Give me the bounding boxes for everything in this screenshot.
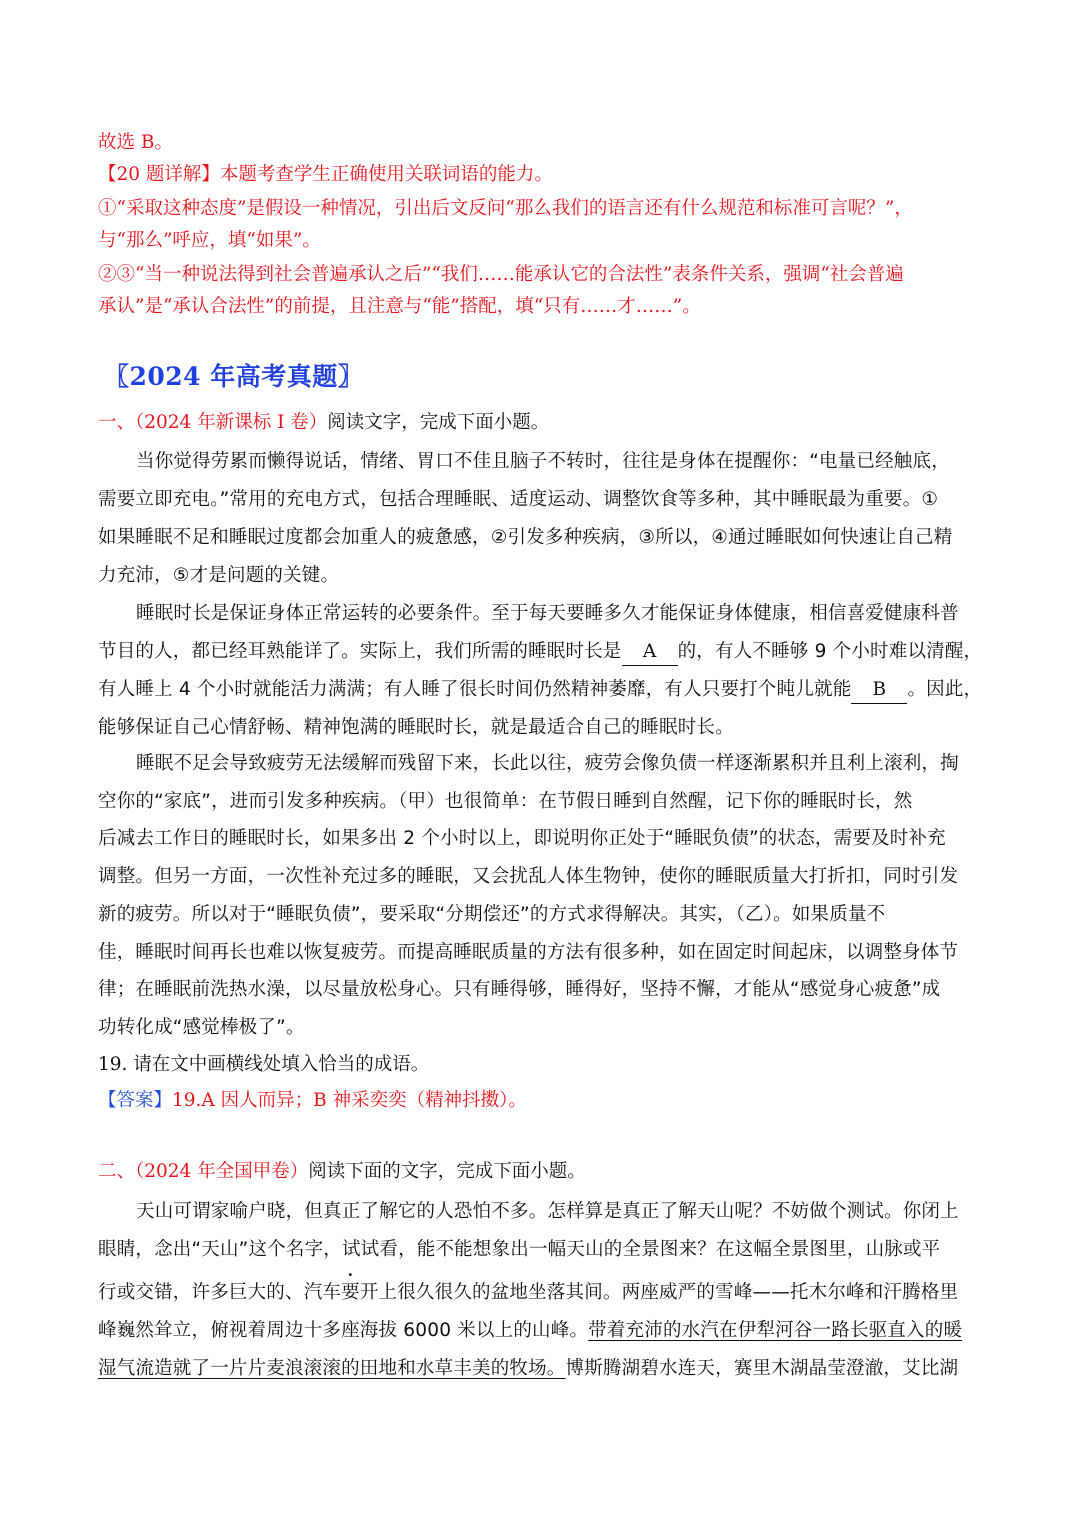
blank-b: B (851, 677, 907, 704)
q2-passage-line (98, 1280, 958, 1306)
q1-passage-line: 律；在睡眠前洗热水澡，以尽量放松身心。只有睡得够，睡得好，坚持不懈，才能从“感觉身心疲惫”成 (98, 979, 941, 1000)
conclusion-line: 故选 B。 (98, 132, 173, 153)
blank-a: A (622, 639, 678, 666)
q1-passage-line: 需要立即充电。”常用的充电方式，包括合理睡眠、适度运动、调整饮食等多种，其中睡眠最为重要。① (98, 489, 939, 510)
analysis-p1-line1: ①“采取这种态度”是假设一种情况，引出后文反问“那么我们的语言还有什么规范和标准可言呢？”， (98, 198, 913, 219)
q2-header (98, 1159, 586, 1185)
analysis-p1-line2: 与“那么”呼应，填“如果”。 (98, 230, 321, 251)
q1-question: 19. 请在文中画横线处填入恰当的成语。 (98, 1054, 430, 1075)
q2-passage-line: 眼睛，念出“天山”这个名字，试试看，能不能想象出一幅天山的全景图来？在这幅全景图里，山脉或平 (98, 1239, 941, 1260)
q2-label: 二、（2024 年全国甲卷） (98, 1161, 309, 1182)
q1-header (98, 410, 549, 436)
q1-passage-line: 佳，睡眠时间再长也难以恢复疲劳。而提高睡眠质量的方法有很多种，如在固定时间起床，以调整身体节 (98, 942, 959, 963)
answer-tag: 【答案】 (98, 1090, 173, 1111)
q1-passage-line: 能够保证自己心情舒畅、精神饱满的睡眠时长，就是最适合自己的睡眠时长。 (98, 717, 734, 738)
q1-passage-line (98, 639, 982, 666)
q1-passage-line: 后减去工作日的睡眠时长，如果多出 2 个小时以上，即说明你正处于“睡眠负债”的状态，需要及时补充 (98, 828, 946, 849)
q2-instruction: 阅读下面的文字，完成下面小题。 (308, 1161, 586, 1182)
q1-passage-line: 功转化成“感觉棒极了”。 (98, 1017, 305, 1038)
q1-label: 一、（2024 年新课标 I 卷） (98, 412, 328, 433)
underlined-sentence: 带着充沛的水汽在伊犁河谷一路长驱直入的暖 (588, 1320, 963, 1341)
q1-passage-line: 如果睡眠不足和睡眠过度都会加重人的疲惫感，②引发多种疾病，③所以，④通过睡眠如何快速让自己精 (98, 527, 953, 548)
q1-text-segment: 节目的人，都已经耳熟能详了。实际上，我们所需的睡眠时长是 (98, 641, 622, 662)
q1-passage-line: 睡眠时长是保证身体正常运转的必要条件。至于每天要睡多久才能保证身体健康，相信喜爱健康科普 (136, 603, 959, 624)
q2-text-segment: 峰巍然耸立，俯视着周边十多座海拔 6000 米以上的山峰。 (98, 1320, 589, 1341)
q1-passage-line: 当你觉得劳累而懒得说话，情绪、胃口不佳且脑子不转时，往往是身体在提醒你：“电量已经触底， (136, 451, 950, 472)
q20-intro: 本题考查学生正确使用关联词语的能力。 (219, 164, 553, 185)
q1-passage-line: 力充沛，⑤才是问题的关键。 (98, 565, 340, 586)
q2-text-segment: 博斯腾湖碧水连天，赛里木湖晶莹澄澈，艾比湖 (565, 1358, 959, 1379)
underlined-sentence: 湿气流造就了一片片麦浪滚滚的田地和水草丰美的牧场。 (98, 1358, 566, 1379)
q2-passage-line (98, 1318, 962, 1344)
q2-text-segment: 开上很久很久的盆地坐落其间。两座威严的雪峰——托木尔峰和汗腾格里 (359, 1282, 959, 1303)
q1-instruction: 阅读文字，完成下面小题。 (327, 412, 550, 433)
q1-answer-line (98, 1088, 527, 1114)
analysis-p2-line1: ②③“当一种说法得到社会普遍承认之后”“我们……能承认它的合法性”表条件关系，强调“社会普遍 (98, 264, 904, 285)
q1-text-segment: 的，有人不睡够 9 个小时难以清醒， (677, 641, 983, 662)
q1-passage-line: 调整。但另一方面，一次性补充过多的睡眠，又会扰乱人体生物钟，使你的睡眠质量大打折扣，同时引发 (98, 866, 959, 887)
answer-text: 19.A 因人而异；B 神采奕奕（精神抖擞）。 (172, 1090, 527, 1111)
analysis-p2-line2: 承认”是“承认合法性”的前提，且注意与“能”搭配，填“只有……才……”。 (98, 296, 701, 317)
q1-passage-line: 睡眠不足会导致疲劳无法缓解而残留下来，长此以往，疲劳会像负债一样逐渐累积并且利上滚利，掏 (136, 753, 959, 774)
q1-passage-line: 新的疲劳。所以对于“睡眠负债”，要采取“分期偿还”的方式求得解决。其实，（乙）。如果质量不 (98, 904, 886, 925)
q20-explanation-heading (98, 162, 553, 188)
q2-passage-line (98, 1356, 958, 1382)
q1-passage-line: 空你的“家底”，进而引发多种疾病。（甲）也很简单：在节假日睡到自然醒，记下你的睡眠时长，然 (98, 791, 913, 812)
q2-passage-line: 天山可谓家喻户晓，但真正了解它的人恐怕不多。怎样算是真正了解天山呢？不妨做个测试。你闭上 (136, 1201, 959, 1222)
q1-passage-line (98, 677, 982, 704)
q20-tag: 【20 题详解】 (98, 164, 220, 185)
section-heading: 〖2024 年高考真题〗 (104, 362, 364, 391)
q2-text-segment: 行或交错，许多巨大的、汽车 (98, 1282, 342, 1303)
q1-text-segment: 有人睡上 4 个小时就能活力满满；有人睡了很长时间仍然精神萎靡，有人只要打个盹儿就能 (98, 679, 852, 700)
emphasis-dot-char: 要 (341, 1282, 360, 1303)
q1-text-segment: 。因此， (907, 679, 983, 700)
